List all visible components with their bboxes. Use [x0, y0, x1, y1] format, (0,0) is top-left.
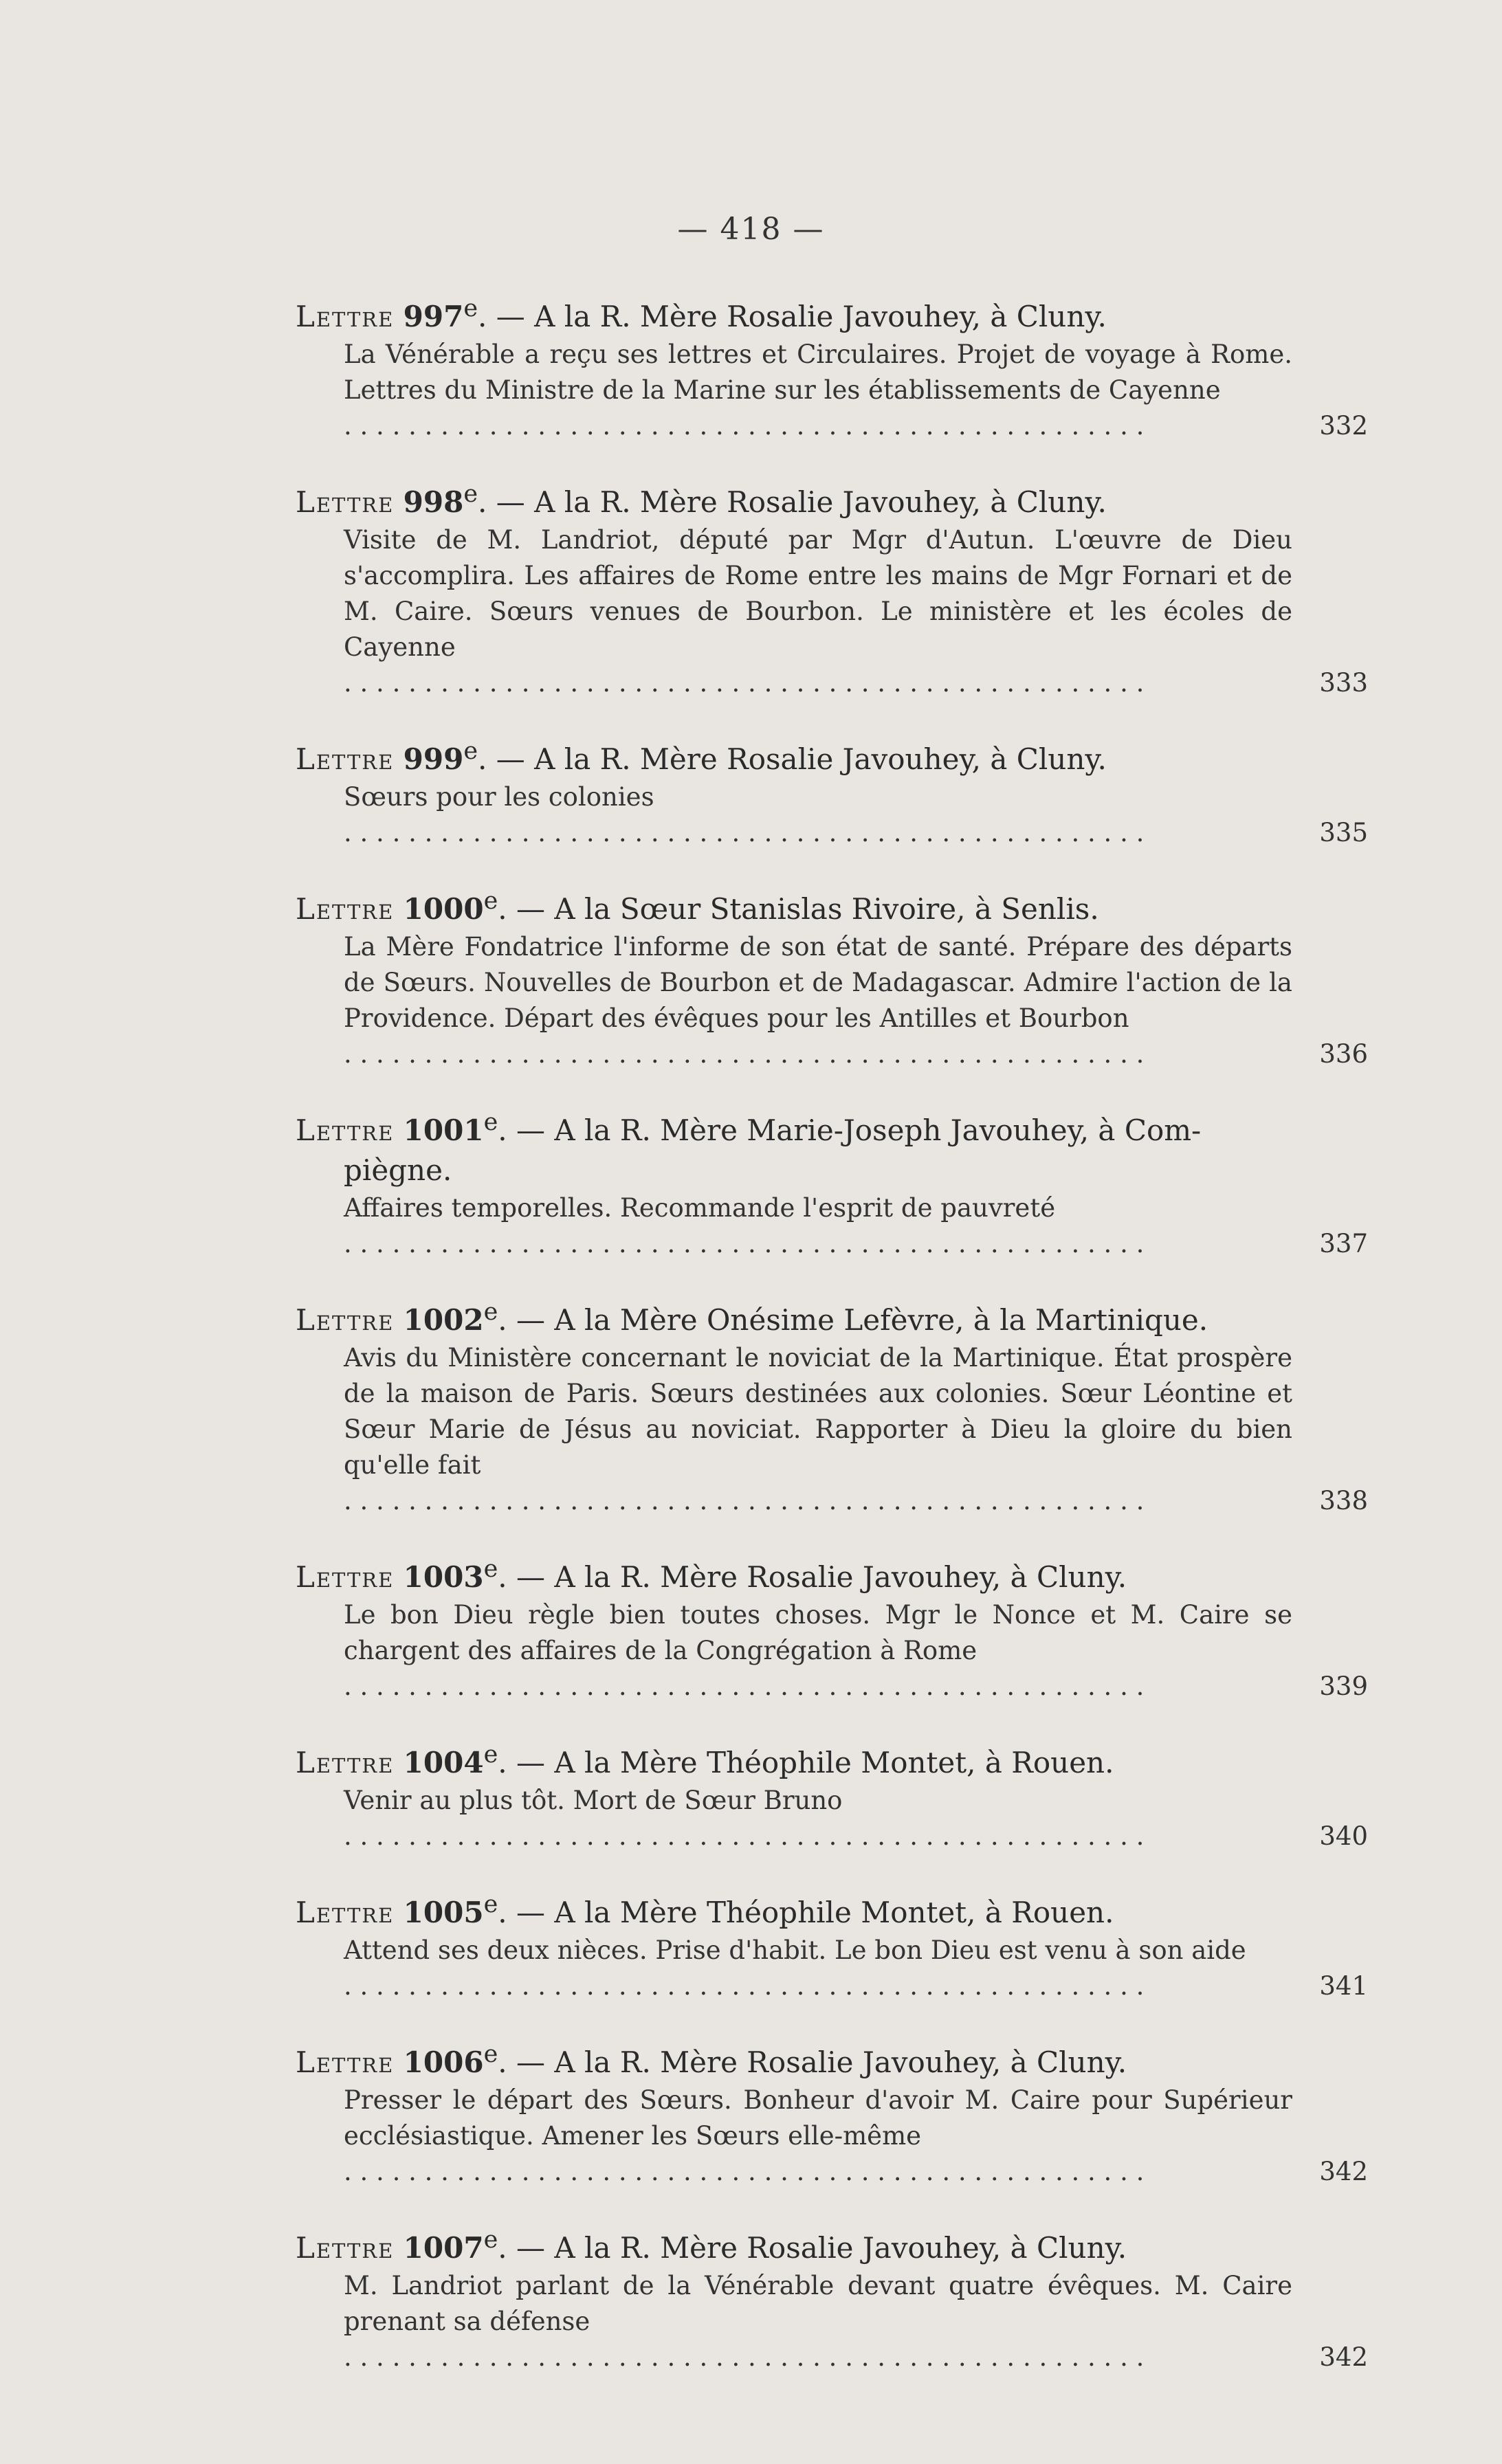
letter-heading	[296, 2034, 1368, 2083]
letter-heading	[296, 2220, 1368, 2268]
letter-summary	[344, 1783, 1368, 1854]
page-reference: 333	[1319, 668, 1368, 698]
letter-number: 1000	[403, 892, 484, 926]
page-reference: 332	[1319, 411, 1368, 441]
letter-heading	[296, 1292, 1368, 1340]
letter-summary-text: Presser le départ des Sœurs. Bonheur d'avoir M. Caire pour Supérieur ecclésiastique. Amener les Sœurs elle-même	[344, 2085, 1292, 2151]
dot-leader	[344, 1226, 1292, 1262]
letter-heading	[296, 1735, 1368, 1783]
letter-recipient: . — A la R. Mère Rosalie Javouhey, à Cluny.	[478, 485, 1107, 519]
page-reference: 340	[1319, 1821, 1368, 1851]
page-reference: 337	[1319, 1229, 1368, 1258]
letter-entry	[296, 289, 1368, 444]
page-reference: 342	[1319, 2157, 1368, 2186]
letter-summary	[344, 779, 1368, 851]
letter-heading	[296, 474, 1368, 522]
letter-heading	[296, 1102, 1368, 1190]
page-reference: 342	[1319, 2342, 1368, 2372]
letter-number-suffix: e	[483, 1109, 498, 1136]
letter-number: 997	[403, 300, 464, 333]
letter-number: 1005	[403, 1896, 484, 1929]
letter-entry	[296, 2034, 1368, 2190]
letter-recipient: . — A la R. Mère Rosalie Javouhey, à Cluny.	[498, 2045, 1127, 2079]
letter-summary	[344, 2083, 1368, 2190]
letter-summary-text: Venir au plus tôt. Mort de Sœur Bruno	[344, 1786, 843, 1815]
letter-entry	[296, 1102, 1368, 1262]
letter-entry	[296, 1735, 1368, 1854]
letter-entry	[296, 474, 1368, 701]
letter-number-suffix: e	[463, 737, 478, 765]
letter-heading	[296, 1885, 1368, 1933]
letter-number: 1002	[403, 1303, 484, 1337]
letter-summary	[344, 522, 1368, 701]
letter-number: 1001	[403, 1113, 484, 1147]
dot-leader	[344, 1669, 1292, 1705]
letter-recipient: . — A la R. Mère Rosalie Javouhey, à Cluny.	[498, 2231, 1127, 2265]
letter-heading	[296, 289, 1368, 337]
letter-recipient: . — A la R. Mère Marie-Joseph Javouhey, à Com-	[498, 1113, 1202, 1147]
letter-summary	[344, 1340, 1368, 1519]
letter-summary	[344, 2268, 1368, 2375]
letter-summary	[344, 929, 1368, 1072]
letter-number-suffix: e	[483, 1741, 498, 1768]
page-reference: 341	[1319, 1971, 1368, 2001]
dot-leader	[344, 2154, 1292, 2190]
letter-number-suffix: e	[483, 2041, 498, 2068]
letter-recipient: . — A la Mère Onésime Lefèvre, à la Martinique.	[498, 1303, 1208, 1337]
letter-summary-text: Le bon Dieu règle bien toutes choses. Mgr le Nonce et M. Caire se chargent des affaires de la Congrégation à Rome	[344, 1600, 1292, 1665]
letter-entry	[296, 1885, 1368, 2004]
letter-summary-text: M. Landriot parlant de la Vénérable devant quatre évêques. M. Caire prenant sa défense	[344, 2271, 1292, 2336]
page-reference: 335	[1319, 818, 1368, 847]
letter-label: Lettre	[296, 742, 395, 776]
letter-entry	[296, 2220, 1368, 2375]
letter-number-suffix: e	[483, 1298, 498, 1326]
letter-heading	[296, 731, 1368, 779]
letter-number: 1006	[403, 2045, 484, 2079]
letter-heading	[296, 881, 1368, 929]
letter-number: 999	[403, 742, 464, 776]
letter-number: 1004	[403, 1746, 484, 1779]
dot-leader	[344, 1819, 1292, 1854]
letter-number: 1003	[403, 1560, 484, 1594]
letter-recipient: . — A la R. Mère Rosalie Javouhey, à Cluny.	[498, 1560, 1127, 1594]
dot-leader	[344, 815, 1292, 851]
letter-summary	[344, 1933, 1368, 2004]
letter-summary-text: Visite de M. Landriot, député par Mgr d'Autun. L'œuvre de Dieu s'accomplira. Les affaires de Rome entre les mains de Mgr Fornari et de M. Caire. Sœurs venues de Bourbon. Le ministère et les écoles de Cayenne	[344, 525, 1292, 662]
dot-leader	[344, 665, 1292, 701]
page-reference: 338	[1319, 1486, 1368, 1516]
letter-summary-text: La Mère Fondatrice l'informe de son état de santé. Prépare des départs de Sœurs. Nouvelles de Bourbon et de Madagascar. Admire l'action de la Providence. Départ des évêques pour les Antilles et Bourbon	[344, 932, 1292, 1033]
page-reference: 339	[1319, 1672, 1368, 1701]
letter-number-suffix: e	[463, 480, 478, 508]
letter-entry	[296, 1292, 1368, 1519]
letter-label: Lettre	[296, 1113, 395, 1147]
dot-leader	[344, 1968, 1292, 2004]
letter-summary	[344, 1190, 1368, 1262]
letter-summary	[344, 1597, 1368, 1705]
letter-label: Lettre	[296, 1303, 395, 1337]
letter-number-suffix: e	[483, 2226, 498, 2254]
letter-label: Lettre	[296, 1896, 395, 1929]
letter-number: 998	[403, 485, 464, 519]
letter-recipient: . — A la Mère Théophile Montet, à Rouen.	[498, 1746, 1114, 1779]
letter-number-suffix: e	[463, 295, 478, 322]
letter-recipient: . — A la Sœur Stanislas Rivoire, à Senlis.	[498, 892, 1099, 926]
letter-label: Lettre	[296, 1746, 395, 1779]
dot-leader	[344, 2340, 1292, 2375]
letter-number-suffix: e	[483, 1891, 498, 1918]
letter-entry	[296, 881, 1368, 1072]
letter-entry	[296, 1549, 1368, 1705]
letter-number-suffix: e	[483, 887, 498, 915]
letter-recipient: . — A la Mère Théophile Montet, à Rouen.	[498, 1896, 1114, 1929]
dot-leader	[344, 1036, 1292, 1072]
letter-recipient-continued: piègne.	[344, 1153, 452, 1187]
letter-index	[296, 289, 1368, 2406]
letter-label: Lettre	[296, 2231, 395, 2265]
letter-summary-text: La Vénérable a reçu ses lettres et Circulaires. Projet de voyage à Rome. Lettres du Ministre de la Marine sur les établissements de Cayenne	[344, 340, 1292, 405]
page-number: — 418 —	[677, 212, 825, 247]
letter-recipient: . — A la R. Mère Rosalie Javouhey, à Cluny.	[478, 300, 1107, 333]
letter-summary-text: Attend ses deux nièces. Prise d'habit. Le bon Dieu est venu à son aide	[344, 1935, 1246, 1965]
letter-number-suffix: e	[483, 1555, 498, 1583]
letter-recipient: . — A la R. Mère Rosalie Javouhey, à Cluny.	[478, 742, 1107, 776]
letter-heading	[296, 1549, 1368, 1597]
dot-leader	[344, 1483, 1292, 1519]
letter-entry	[296, 731, 1368, 851]
letter-label: Lettre	[296, 1560, 395, 1594]
page-reference: 336	[1319, 1039, 1368, 1069]
letter-label: Lettre	[296, 300, 395, 333]
letter-summary	[344, 337, 1368, 444]
letter-summary-text: Sœurs pour les colonies	[344, 782, 654, 812]
letter-summary-text: Affaires temporelles. Recommande l'esprit de pauvreté	[344, 1193, 1056, 1223]
letter-label: Lettre	[296, 2045, 395, 2079]
letter-number: 1007	[403, 2231, 484, 2265]
letter-summary-text: Avis du Ministère concernant le noviciat de la Martinique. État prospère de la maison de Paris. Sœurs destinées aux colonies. Sœur Léontine et Sœur Marie de Jésus au noviciat. Rapporter à Dieu la gloire du bien qu'elle fait	[344, 1343, 1292, 1480]
dot-leader	[344, 408, 1292, 444]
letter-label: Lettre	[296, 892, 395, 926]
letter-label: Lettre	[296, 485, 395, 519]
